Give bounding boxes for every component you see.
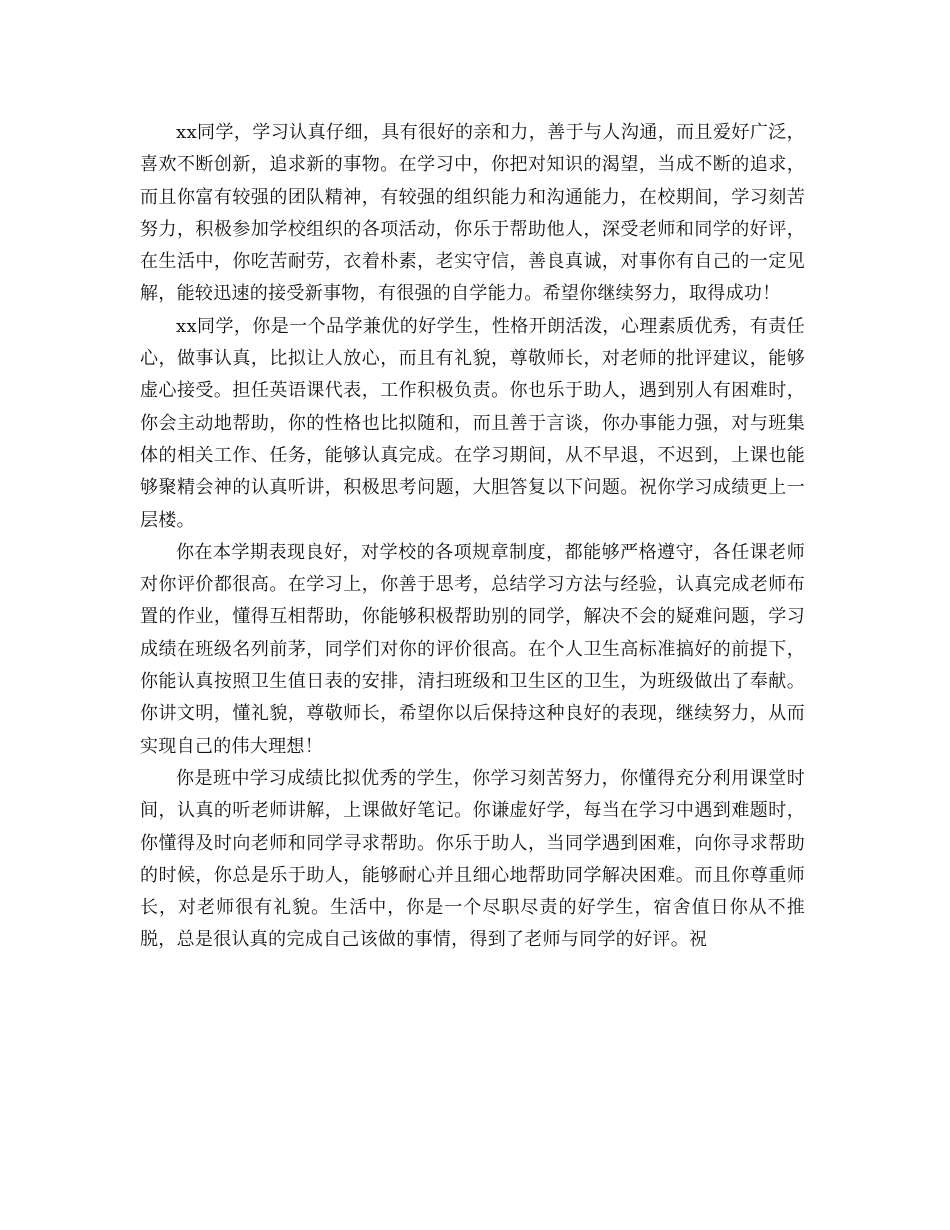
paragraph-3: 你在本学期表现良好，对学校的各项规章制度，都能够严格遵守，各任课老师对你评价都很高。在学习上，你善于思考，总结学习方法与经验，认真完成老师布置的作业，懂得互相帮助，你能够积极帮助别的同学，解决不会的疑难问题，学习成绩在班级名列前茅，同学们对你的评价很高。在个人卫生高标准搞好的前提下，你能认真按照卫生值日表的安排，清扫班级和卫生区的卫生，为班级做出了奉献。你讲文明，懂礼貌，尊敬师长，希望你以后保持这种良好的表现，继续努力，从而实现自己的伟大理想！ — [140, 541, 805, 757]
paragraph-1: xx同学，学习认真仔细，具有很好的亲和力，善于与人沟通，而且爱好广泛，喜欢不断创新，追求新的事物。在学习中，你把对知识的渴望，当成不断的追求，而且你富有较强的团队精神，有较强的组织能力和沟通能力，在校期间，学习刻苦努力，积极参加学校组织的各项活动，你乐于帮助他人，深受老师和同学的好评，在生活中，你吃苦耐劳，衣着朴素，老实守信，善良真诚，对事你有自己的一定见解，能较迅速的接受新事物，有很强的自学能力。希望你继续努力，取得成功！ — [140, 122, 805, 305]
document-body — [140, 117, 805, 957]
paragraph-4: 你是班中学习成绩比拟优秀的学生，你学习刻苦努力，你懂得充分利用课堂时间，认真的听老师讲解，上课做好笔记。你谦虚好学，每当在学习中遇到难题时，你懂得及时向老师和同学寻求帮助。你乐于助人，当同学遇到困难，向你寻求帮助的时候，你总是乐于助人，能够耐心并且细心地帮助同学解决困难。而且你尊重师长，对老师很有礼貌。生活中，你是一个尽职尽责的好学生，宿舍值日你从不推脱，总是很认真的完成自己该做的事情，得到了老师与同学的好评。祝 — [140, 767, 805, 951]
paragraph-2: xx同学，你是一个品学兼优的好学生，性格开朗活泼，心理素质优秀，有责任心，做事认真，比拟让人放心，而且有礼貌，尊敬师长，对老师的批评建议，能够虚心接受。担任英语课代表，工作积极负责。你也乐于助人，遇到别人有困难时，你会主动地帮助，你的性格也比拟随和，而且善于言谈，你办事能力强，对与班集体的相关工作、任务，能够认真完成。在学习期间，从不早退，不迟到，上课也能够聚精会神的认真听讲，积极思考问题，大胆答复以下问题。祝你学习成绩更上一层楼。 — [140, 315, 805, 531]
